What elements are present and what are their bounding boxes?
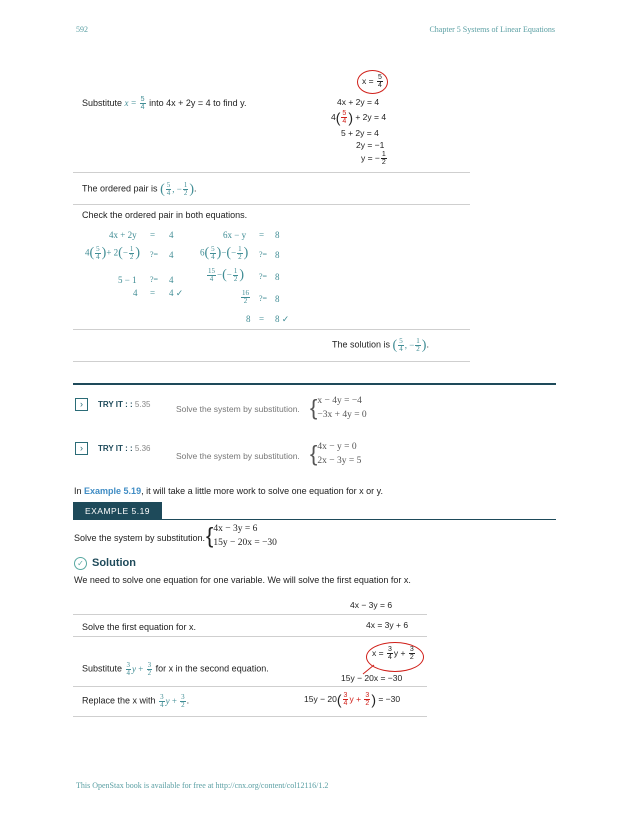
chevron-right-icon[interactable]: › <box>75 442 88 455</box>
chapter-title: Chapter 5 Systems of Linear Equations <box>429 25 555 34</box>
example-prompt: Solve the system by substitution. <box>74 533 206 543</box>
divider <box>73 716 427 717</box>
ordered-pair-text: The ordered pair is ( $\frac{5}{4}$ , − $\frac{1}{2}$ ). <box>82 181 197 197</box>
solution-heading: Solution <box>92 557 136 569</box>
example-link[interactable]: Example 5.19 <box>84 486 142 496</box>
chevron-right-icon[interactable]: › <box>75 398 88 411</box>
try-it-instruction: Solve the system by substitution. <box>176 404 300 414</box>
row1-math: 4x = 3y + 6 <box>366 620 409 630</box>
check-circle-icon: ✓ <box>74 557 87 570</box>
work-line-3: 5 + 2y = 4 <box>341 128 379 138</box>
example-system: {4x − 3y = 6 15y − 20x = −30 <box>206 523 277 548</box>
step1-text: Substitute x = $\frac{5}{4}$ into 4x + 2y = 4 to find y. <box>82 96 247 111</box>
example-rule <box>162 519 556 520</box>
try-it-system: {x − 4y = −4 −3x + 4y = 0 <box>310 395 367 420</box>
solution-intro: We need to solve one equation for one variable. We will solve the first equation for x. <box>74 575 411 585</box>
row2-math-top: x = $\frac{3}{4}$ y + $\frac{3}{2}$ <box>372 646 414 661</box>
divider <box>73 361 470 362</box>
footer: This OpenStax book is available for free at http://cnx.org/content/col12116/1.2 <box>76 781 329 790</box>
divider <box>73 204 470 205</box>
divider <box>73 636 427 637</box>
intro-paragraph: In Example 5.19, it will take a little more work to solve one equation for x or y. <box>74 486 384 496</box>
try-it-label: TRY IT : : 5.35 <box>98 400 151 409</box>
divider <box>73 172 470 173</box>
check-text: Check the ordered pair in both equations. <box>82 210 248 220</box>
row3-math: 15y − 20( $\frac{3}{4}$ y + $\frac{3}{2}$ ) = −30 <box>304 691 401 708</box>
row2-math-bottom: 15y − 20x = −30 <box>341 673 403 683</box>
divider <box>73 614 427 615</box>
try-it-system: {4x − y = 0 2x − 3y = 5 <box>310 441 362 466</box>
try-it-rule <box>73 383 556 385</box>
work-line-5: y = − $\frac{1}{2}$ <box>361 151 386 166</box>
try-it-instruction: Solve the system by substitution. <box>176 451 300 461</box>
solution-text: The solution is ( $\frac{5}{4}$ , − $\frac{1}{2}$ ). <box>332 337 429 353</box>
work-line-0: x = $\frac{5}{4}$ <box>362 74 382 89</box>
divider <box>73 686 427 687</box>
try-it-label: TRY IT : : 5.36 <box>98 444 151 453</box>
divider <box>73 329 470 330</box>
example-badge: EXAMPLE 5.19 <box>73 502 162 520</box>
row3-text: Replace the x with $\frac{3}{4}$ y + $\frac{3}{2}$ . <box>82 693 190 709</box>
work-line-1: 4x + 2y = 4 <box>337 97 380 107</box>
row2-text: Substitute $\frac{3}{4}$ y + $\frac{3}{2}$ for x in the second equation. <box>82 661 269 677</box>
work-line-2: 4( $\frac{5}{4}$ ) + 2y = 4 <box>331 109 387 126</box>
row1-text: Solve the first equation for x. <box>82 622 197 632</box>
work-line-4: 2y = −1 <box>356 140 385 150</box>
arrow-annotation <box>360 664 376 676</box>
page-number: 592 <box>76 25 88 34</box>
top-equation: 4x − 3y = 6 <box>350 600 393 610</box>
